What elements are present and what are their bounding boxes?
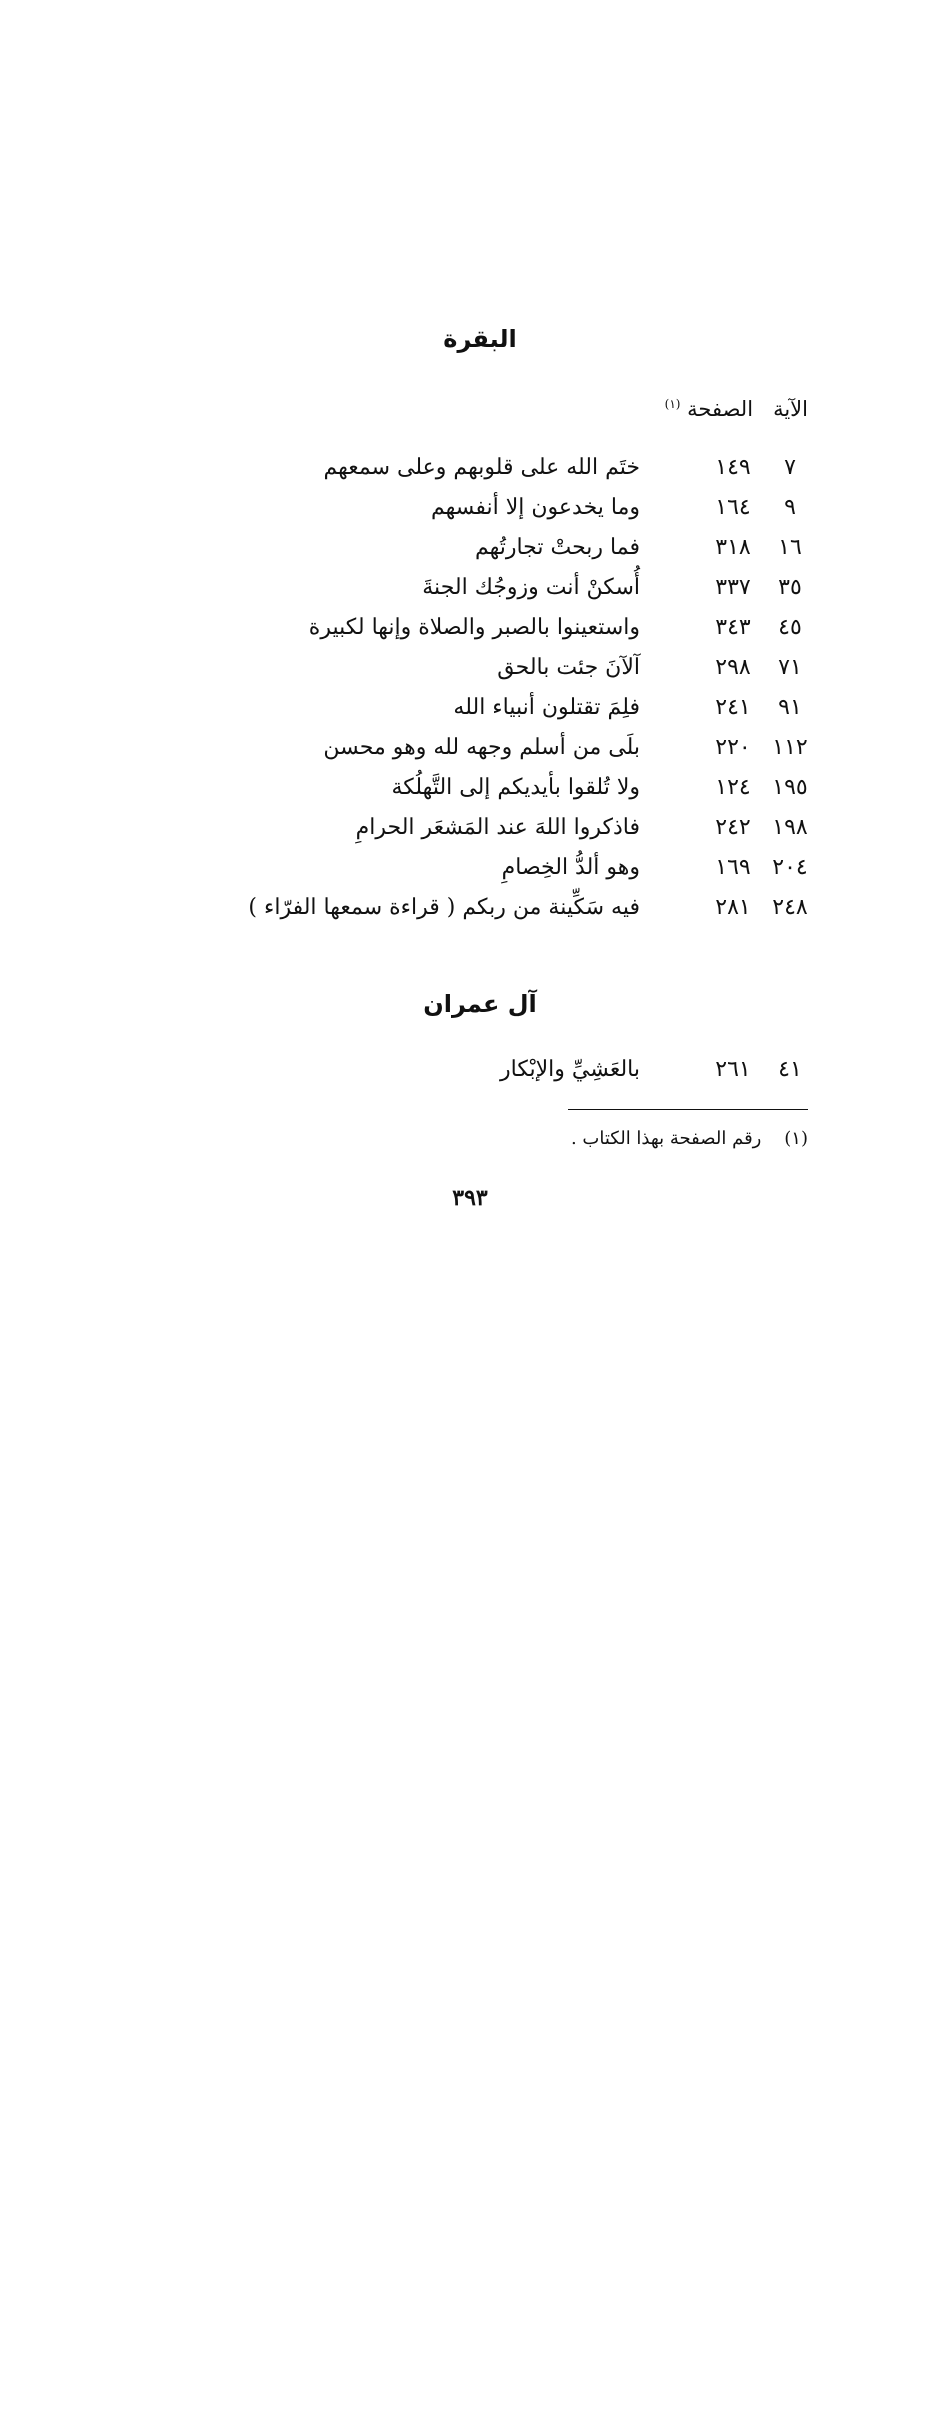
ayah-number: ١٦ [778,535,802,560]
index-row [188,455,808,495]
ayah-excerpt: ولا تُلقوا بأيديكم إلى التَّهلُكة [391,775,640,800]
ayah-excerpt: فلِمَ تقتلون أنبياء الله [453,695,640,720]
ayah-excerpt: وما يخدعون إلا أنفسهم [430,495,640,520]
col-page-header: الصفحة [687,397,754,421]
ayah-excerpt: فما ربحتْ تجارتُهم [474,535,640,560]
page-number-footer: ٣٩٣ [452,1185,488,1211]
ayah-number: ٤١ [778,1057,802,1082]
ayah-number: ٢٠٤ [772,855,808,880]
column-headers [665,397,808,421]
page-number: ٢٦١ [715,1057,751,1082]
ayah-number: ٩ [784,495,796,520]
ayah-number: ١٩٨ [772,815,808,840]
ayah-number: ٤٥ [778,615,802,640]
ayah-number: ٣٥ [778,575,802,600]
ayah-number: ٢٤٨ [772,895,808,920]
index-row [188,775,808,815]
page-number: ٢٨١ [715,895,751,920]
page-number: ١٦٤ [715,495,751,520]
footnote [571,1128,808,1149]
page-number: ٣١٨ [715,535,751,560]
index-row [188,575,808,615]
ayah-number: ٩١ [778,695,802,720]
ayah-excerpt: آلآنَ جئت بالحق [497,655,640,680]
ayah-number: ٧١ [778,655,802,680]
footnote-divider [568,1109,808,1110]
index-row [188,495,808,535]
index-row [188,895,808,935]
index-row [188,695,808,735]
index-row [188,655,808,695]
footnote-text: رقم الصفحة بهذا الكتاب . [570,1128,762,1149]
page-number: ٣٤٣ [715,615,751,640]
surah-title-al-imran: آل عمران [423,990,537,1018]
page-number: ٢٤١ [715,695,751,720]
ayah-number: ٧ [784,455,796,480]
ayah-excerpt: بلَى من أسلم وجهه لله وهو محسن [323,735,640,760]
ayah-excerpt: فاذكروا اللهَ عند المَشعَر الحرامِ [355,815,640,840]
page-number: ١٦٩ [715,855,751,880]
page-number: ٢٤٢ [715,815,751,840]
ayah-excerpt: بالعَشِيِّ والإبْكار [500,1057,640,1082]
index-row [188,855,808,895]
page-number: ٢٩٨ [715,655,751,680]
ayah-excerpt: وهو ألدُّ الخِصامِ [501,855,640,880]
footnote-number: (١) [784,1128,808,1149]
page-number: ١٢٤ [715,775,751,800]
ayah-excerpt: واستعينوا بالصبر والصلاة وإنها لكبيرة [308,615,640,640]
page-number: ٣٣٧ [715,575,751,600]
ayah-number: ١١٢ [772,735,808,760]
index-row [188,535,808,575]
ayah-excerpt: أُسكنْ أنت وزوجُك الجنةَ [422,575,640,600]
page-number: ٢٢٠ [715,735,751,760]
footnote-marker: (١) [664,397,681,411]
ayah-number: ١٩٥ [772,775,808,800]
index-row [188,615,808,655]
surah-title-baqarah: البقرة [443,325,517,353]
index-row [188,1057,808,1097]
index-row [188,815,808,855]
page-number: ١٤٩ [715,455,751,480]
ayah-excerpt: فيه سَكِّينة من ربكم ( قراءة سمعها الفرّاء ) [248,895,640,920]
ayah-excerpt: ختَم الله على قلوبهم وعلى سمعهم [323,455,640,480]
index-row [188,735,808,775]
col-ayah-header: الآية [773,397,808,421]
